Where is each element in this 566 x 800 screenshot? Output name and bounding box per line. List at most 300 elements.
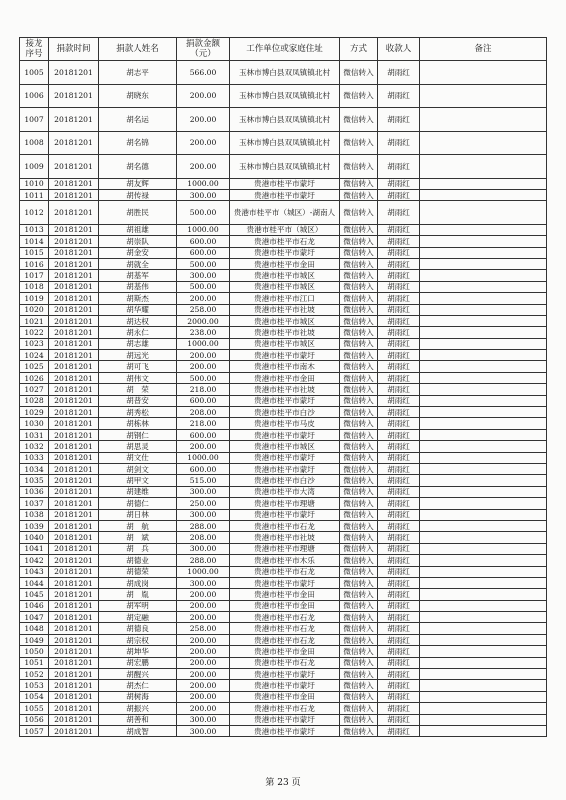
cell-remarks: [420, 691, 547, 702]
cell-date: 20181201: [49, 543, 99, 554]
cell-seq: 1041: [20, 543, 49, 554]
cell-donor: 胡志平: [99, 61, 177, 85]
cell-amount: 200.00: [177, 612, 230, 623]
table-row: [20, 178, 547, 189]
table-header-row: [20, 38, 547, 61]
cell-receiver: 胡雨红: [378, 691, 420, 702]
cell-remarks: [420, 725, 547, 736]
cell-address: 贵港市桂平市（城区）-湖南人: [230, 201, 340, 225]
cell-donor: 胡宗权: [99, 634, 177, 645]
cell-method: 微信转入: [340, 108, 378, 132]
cell-address: 贵港市桂平市石龙: [230, 657, 340, 668]
cell-address: 贵港市桂平市金田: [230, 589, 340, 600]
cell-date: 20181201: [49, 657, 99, 668]
cell-seq: 1006: [20, 84, 49, 108]
cell-receiver: 胡雨红: [378, 543, 420, 554]
cell-donor: 胡成岗: [99, 577, 177, 588]
cell-address: 贵港市桂平市理塘: [230, 498, 340, 509]
cell-date: 20181201: [49, 108, 99, 132]
cell-address: 贵港市桂平市蒙圩: [230, 463, 340, 474]
table-row: [20, 669, 547, 680]
cell-amount: 300.00: [177, 543, 230, 554]
table-row: [20, 361, 547, 372]
cell-seq: 1039: [20, 520, 49, 531]
table-row: [20, 577, 547, 588]
cell-remarks: [420, 532, 547, 543]
cell-amount: 200.00: [177, 589, 230, 600]
cell-amount: 300.00: [177, 270, 230, 281]
cell-amount: 1000.00: [177, 452, 230, 463]
cell-method: 微信转入: [340, 201, 378, 225]
cell-receiver: 胡雨红: [378, 384, 420, 395]
cell-seq: 1034: [20, 463, 49, 474]
cell-seq: 1053: [20, 680, 49, 691]
cell-receiver: 胡雨红: [378, 131, 420, 155]
cell-donor: 胡 胤: [99, 589, 177, 600]
cell-remarks: [420, 155, 547, 179]
cell-seq: 1040: [20, 532, 49, 543]
cell-seq: 1017: [20, 270, 49, 281]
cell-receiver: 胡雨红: [378, 315, 420, 326]
cell-remarks: [420, 270, 547, 281]
cell-method: 微信转入: [340, 600, 378, 611]
cell-donor: 胡名运: [99, 108, 177, 132]
table-row: [20, 532, 547, 543]
cell-method: 微信转入: [340, 498, 378, 509]
cell-method: 微信转入: [340, 566, 378, 577]
donation-table: [19, 37, 547, 737]
table-row: [20, 566, 547, 577]
cell-date: 20181201: [49, 61, 99, 85]
cell-receiver: 胡雨红: [378, 612, 420, 623]
cell-donor: 胡振兴: [99, 703, 177, 714]
table-row: [20, 315, 547, 326]
cell-date: 20181201: [49, 623, 99, 634]
cell-remarks: [420, 669, 547, 680]
cell-method: 微信转入: [340, 509, 378, 520]
cell-address: 贵港市桂平市石龙: [230, 634, 340, 645]
cell-donor: 胡志雄: [99, 338, 177, 349]
cell-donor: 胡 航: [99, 520, 177, 531]
table-row: [20, 509, 547, 520]
cell-remarks: [420, 646, 547, 657]
cell-seq: 1025: [20, 361, 49, 372]
cell-seq: 1024: [20, 350, 49, 361]
cell-remarks: [420, 509, 547, 520]
cell-date: 20181201: [49, 691, 99, 702]
cell-address: 贵港市桂平市金田: [230, 691, 340, 702]
cell-seq: 1010: [20, 178, 49, 189]
cell-amount: 200.00: [177, 680, 230, 691]
cell-remarks: [420, 441, 547, 452]
cell-donor: 胡树海: [99, 691, 177, 702]
cell-donor: 胡军明: [99, 600, 177, 611]
cell-receiver: 胡雨红: [378, 338, 420, 349]
cell-seq: 1057: [20, 725, 49, 736]
cell-method: 微信转入: [340, 281, 378, 292]
cell-seq: 1048: [20, 623, 49, 634]
cell-amount: 288.00: [177, 520, 230, 531]
table-row: [20, 486, 547, 497]
page-number: 第 23 页: [265, 778, 301, 788]
cell-date: 20181201: [49, 646, 99, 657]
cell-donor: 胡祖雄: [99, 224, 177, 235]
cell-date: 20181201: [49, 270, 99, 281]
cell-receiver: 胡雨红: [378, 509, 420, 520]
table-row: [20, 350, 547, 361]
cell-method: 微信转入: [340, 338, 378, 349]
cell-seq: 1023: [20, 338, 49, 349]
cell-amount: 500.00: [177, 258, 230, 269]
cell-method: 微信转入: [340, 555, 378, 566]
cell-donor: 胡达权: [99, 315, 177, 326]
cell-amount: 200.00: [177, 703, 230, 714]
cell-date: 20181201: [49, 532, 99, 543]
cell-receiver: 胡雨红: [378, 555, 420, 566]
cell-date: 20181201: [49, 293, 99, 304]
cell-date: 20181201: [49, 327, 99, 338]
cell-seq: 1013: [20, 224, 49, 235]
cell-method: 微信转入: [340, 543, 378, 554]
cell-seq: 1054: [20, 691, 49, 702]
cell-address: 贵港市桂平市石龙: [230, 566, 340, 577]
cell-donor: 胡名锦: [99, 131, 177, 155]
cell-amount: 200.00: [177, 84, 230, 108]
cell-seq: 1050: [20, 646, 49, 657]
cell-donor: 胡晓东: [99, 84, 177, 108]
cell-receiver: 胡雨红: [378, 61, 420, 85]
cell-address: 贵港市桂平市金田: [230, 258, 340, 269]
cell-method: 微信转入: [340, 441, 378, 452]
table-row: [20, 384, 547, 395]
header-seq: 接龙序号: [20, 38, 49, 61]
cell-date: 20181201: [49, 131, 99, 155]
cell-method: 微信转入: [340, 725, 378, 736]
cell-address: 贵港市桂平市（城区）: [230, 224, 340, 235]
cell-amount: 1000.00: [177, 566, 230, 577]
table-row: [20, 543, 547, 554]
table-row: [20, 258, 547, 269]
cell-receiver: 胡雨红: [378, 178, 420, 189]
table-row: [20, 498, 547, 509]
cell-remarks: [420, 612, 547, 623]
cell-date: 20181201: [49, 634, 99, 645]
cell-remarks: [420, 475, 547, 486]
cell-remarks: [420, 350, 547, 361]
cell-receiver: 胡雨红: [378, 589, 420, 600]
cell-amount: 238.00: [177, 327, 230, 338]
table-row: [20, 555, 547, 566]
cell-date: 20181201: [49, 178, 99, 189]
cell-remarks: [420, 566, 547, 577]
header-amount: 捐款金额（元）: [177, 38, 230, 61]
cell-receiver: 胡雨红: [378, 304, 420, 315]
cell-method: 微信转入: [340, 361, 378, 372]
cell-seq: 1047: [20, 612, 49, 623]
cell-seq: 1008: [20, 131, 49, 155]
cell-remarks: [420, 498, 547, 509]
cell-remarks: [420, 304, 547, 315]
cell-donor: 胡日林: [99, 509, 177, 520]
cell-method: 微信转入: [340, 634, 378, 645]
cell-receiver: 胡雨红: [378, 395, 420, 406]
cell-seq: 1033: [20, 452, 49, 463]
cell-donor: 胡 斌: [99, 532, 177, 543]
cell-donor: 胡善和: [99, 714, 177, 725]
cell-amount: 300.00: [177, 725, 230, 736]
cell-date: 20181201: [49, 384, 99, 395]
cell-address: 贵港市桂平市金田: [230, 646, 340, 657]
cell-address: 贵港市桂平市蒙圩: [230, 680, 340, 691]
cell-address: 贵港市桂平市理塘: [230, 543, 340, 554]
cell-donor: 胡文仕: [99, 452, 177, 463]
cell-receiver: 胡雨红: [378, 577, 420, 588]
cell-amount: 200.00: [177, 293, 230, 304]
cell-amount: 218.00: [177, 384, 230, 395]
cell-remarks: [420, 258, 547, 269]
cell-address: 贵港市桂平市城区: [230, 270, 340, 281]
cell-remarks: [420, 714, 547, 725]
cell-receiver: 胡雨红: [378, 293, 420, 304]
cell-donor: 胡思灵: [99, 441, 177, 452]
cell-receiver: 胡雨红: [378, 270, 420, 281]
cell-method: 微信转入: [340, 463, 378, 474]
cell-remarks: [420, 634, 547, 645]
cell-receiver: 胡雨红: [378, 108, 420, 132]
cell-donor: 胡可飞: [99, 361, 177, 372]
cell-seq: 1038: [20, 509, 49, 520]
table-row: [20, 131, 547, 155]
cell-seq: 1020: [20, 304, 49, 315]
cell-address: 玉林市博白县双凤镇镇北村: [230, 155, 340, 179]
cell-address: 贵港市桂平市蒙圩: [230, 350, 340, 361]
cell-amount: 300.00: [177, 714, 230, 725]
cell-seq: 1042: [20, 555, 49, 566]
table-row: [20, 372, 547, 383]
cell-remarks: [420, 61, 547, 85]
header-donor: 捐款人姓名: [99, 38, 177, 61]
cell-address: 玉林市博白县双凤镇镇北村: [230, 131, 340, 155]
table-row: [20, 680, 547, 691]
cell-donor: 胡剑文: [99, 463, 177, 474]
cell-receiver: 胡雨红: [378, 361, 420, 372]
cell-remarks: [420, 520, 547, 531]
cell-address: 贵港市桂平市石龙: [230, 703, 340, 714]
cell-receiver: 胡雨红: [378, 155, 420, 179]
cell-address: 贵港市桂平市蒙圩: [230, 452, 340, 463]
cell-amount: 200.00: [177, 600, 230, 611]
table-row: [20, 224, 547, 235]
cell-method: 微信转入: [340, 407, 378, 418]
cell-address: 贵港市桂平市马皮: [230, 418, 340, 429]
cell-amount: 500.00: [177, 281, 230, 292]
cell-date: 20181201: [49, 84, 99, 108]
cell-receiver: 胡雨红: [378, 566, 420, 577]
cell-receiver: 胡雨红: [378, 520, 420, 531]
cell-address: 贵港市桂平市金田: [230, 372, 340, 383]
cell-seq: 1045: [20, 589, 49, 600]
cell-amount: 600.00: [177, 429, 230, 440]
cell-date: 20181201: [49, 281, 99, 292]
cell-amount: 208.00: [177, 532, 230, 543]
cell-receiver: 胡雨红: [378, 634, 420, 645]
table-row: [20, 281, 547, 292]
cell-method: 微信转入: [340, 304, 378, 315]
table-row: [20, 703, 547, 714]
cell-date: 20181201: [49, 600, 99, 611]
cell-seq: 1030: [20, 418, 49, 429]
table-row: [20, 155, 547, 179]
cell-receiver: 胡雨红: [378, 441, 420, 452]
cell-date: 20181201: [49, 236, 99, 247]
cell-receiver: 胡雨红: [378, 281, 420, 292]
cell-receiver: 胡雨红: [378, 703, 420, 714]
cell-seq: 1027: [20, 384, 49, 395]
cell-seq: 1007: [20, 108, 49, 132]
cell-method: 微信转入: [340, 189, 378, 200]
cell-amount: 300.00: [177, 486, 230, 497]
cell-seq: 1044: [20, 577, 49, 588]
cell-seq: 1032: [20, 441, 49, 452]
table-row: [20, 634, 547, 645]
header-date: 捐款时间: [49, 38, 99, 61]
cell-date: 20181201: [49, 258, 99, 269]
cell-seq: 1043: [20, 566, 49, 577]
header-method: 方式: [340, 38, 378, 61]
cell-amount: 300.00: [177, 189, 230, 200]
cell-amount: 566.00: [177, 61, 230, 85]
cell-date: 20181201: [49, 372, 99, 383]
cell-seq: 1005: [20, 61, 49, 85]
cell-amount: 600.00: [177, 463, 230, 474]
cell-amount: 200.00: [177, 657, 230, 668]
cell-seq: 1037: [20, 498, 49, 509]
table-row: [20, 293, 547, 304]
cell-amount: 208.00: [177, 407, 230, 418]
table-row: [20, 61, 547, 85]
cell-amount: 200.00: [177, 361, 230, 372]
cell-method: 微信转入: [340, 520, 378, 531]
cell-receiver: 胡雨红: [378, 247, 420, 258]
cell-amount: 218.00: [177, 418, 230, 429]
cell-date: 20181201: [49, 452, 99, 463]
cell-method: 微信转入: [340, 131, 378, 155]
cell-donor: 胡宏鹏: [99, 657, 177, 668]
cell-seq: 1028: [20, 395, 49, 406]
cell-donor: 胡华耀: [99, 304, 177, 315]
cell-amount: 258.00: [177, 623, 230, 634]
cell-amount: 600.00: [177, 236, 230, 247]
cell-receiver: 胡雨红: [378, 429, 420, 440]
cell-method: 微信转入: [340, 384, 378, 395]
cell-seq: 1031: [20, 429, 49, 440]
cell-method: 微信转入: [340, 714, 378, 725]
cell-date: 20181201: [49, 429, 99, 440]
cell-date: 20181201: [49, 304, 99, 315]
table-row: [20, 452, 547, 463]
cell-method: 微信转入: [340, 577, 378, 588]
cell-donor: 胡斯杰: [99, 293, 177, 304]
cell-remarks: [420, 600, 547, 611]
cell-address: 贵港市桂平市社坡: [230, 327, 340, 338]
cell-remarks: [420, 395, 547, 406]
cell-receiver: 胡雨红: [378, 498, 420, 509]
cell-method: 微信转入: [340, 691, 378, 702]
cell-donor: 胡坤华: [99, 646, 177, 657]
cell-method: 微信转入: [340, 327, 378, 338]
cell-remarks: [420, 327, 547, 338]
cell-address: 贵港市桂平市石龙: [230, 612, 340, 623]
cell-method: 微信转入: [340, 395, 378, 406]
cell-address: 贵港市桂平市石龙: [230, 623, 340, 634]
table-row: [20, 475, 547, 486]
table-row: [20, 270, 547, 281]
table-row: [20, 600, 547, 611]
cell-receiver: 胡雨红: [378, 201, 420, 225]
cell-date: 20181201: [49, 577, 99, 588]
cell-remarks: [420, 281, 547, 292]
cell-date: 20181201: [49, 475, 99, 486]
cell-seq: 1009: [20, 155, 49, 179]
cell-donor: 胡德荣: [99, 566, 177, 577]
cell-amount: 1000.00: [177, 178, 230, 189]
cell-amount: 500.00: [177, 372, 230, 383]
cell-date: 20181201: [49, 486, 99, 497]
cell-address: 贵港市桂平市金田: [230, 600, 340, 611]
table-row: [20, 657, 547, 668]
cell-remarks: [420, 543, 547, 554]
cell-amount: 300.00: [177, 577, 230, 588]
cell-method: 微信转入: [340, 612, 378, 623]
cell-donor: 胡栋林: [99, 418, 177, 429]
cell-remarks: [420, 224, 547, 235]
cell-receiver: 胡雨红: [378, 714, 420, 725]
cell-date: 20181201: [49, 418, 99, 429]
cell-method: 微信转入: [340, 155, 378, 179]
cell-date: 20181201: [49, 725, 99, 736]
cell-amount: 515.00: [177, 475, 230, 486]
cell-seq: 1026: [20, 372, 49, 383]
cell-date: 20181201: [49, 407, 99, 418]
cell-amount: 200.00: [177, 441, 230, 452]
cell-address: 贵港市桂平市蒙圩: [230, 714, 340, 725]
cell-date: 20181201: [49, 612, 99, 623]
cell-address: 贵港市桂平市社坡: [230, 304, 340, 315]
header-receiver: 收款人: [378, 38, 420, 61]
cell-address: 贵港市桂平市蒙圩: [230, 178, 340, 189]
cell-seq: 1055: [20, 703, 49, 714]
table-row: [20, 407, 547, 418]
cell-date: 20181201: [49, 224, 99, 235]
cell-remarks: [420, 84, 547, 108]
cell-date: 20181201: [49, 338, 99, 349]
cell-date: 20181201: [49, 201, 99, 225]
cell-address: 贵港市桂平市南木: [230, 361, 340, 372]
cell-receiver: 胡雨红: [378, 327, 420, 338]
cell-method: 微信转入: [340, 247, 378, 258]
cell-donor: 胡甲文: [99, 475, 177, 486]
table-row: [20, 327, 547, 338]
table-row: [20, 589, 547, 600]
cell-date: 20181201: [49, 155, 99, 179]
cell-address: 贵港市桂平市社坡: [230, 532, 340, 543]
cell-method: 微信转入: [340, 452, 378, 463]
table-row: [20, 612, 547, 623]
cell-method: 微信转入: [340, 178, 378, 189]
cell-remarks: [420, 486, 547, 497]
table-row: [20, 714, 547, 725]
cell-receiver: 胡雨红: [378, 646, 420, 657]
